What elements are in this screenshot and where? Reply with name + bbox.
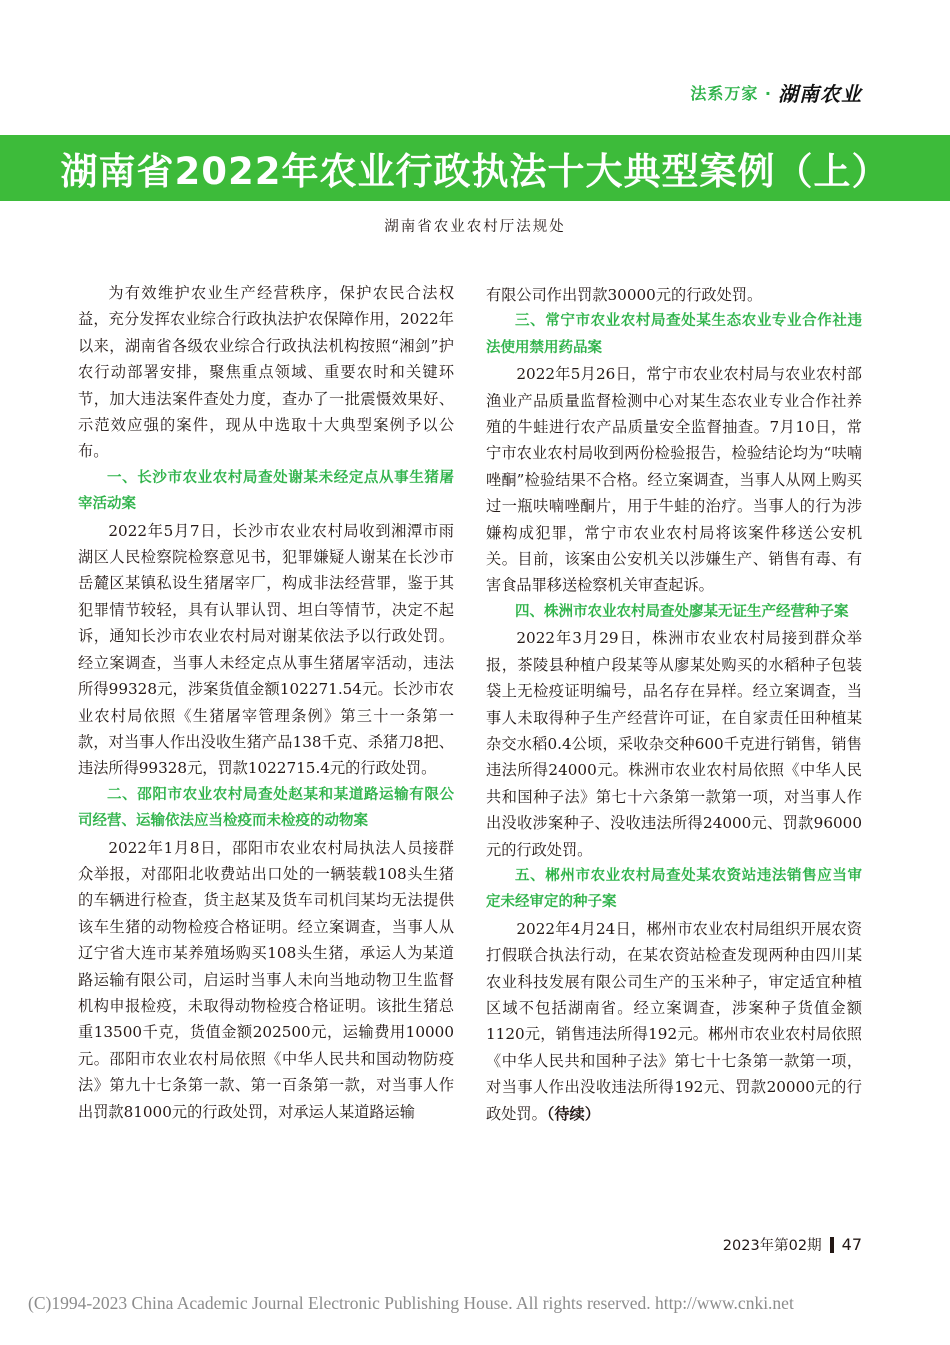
case-2-heading: 二、邵阳市农业农村局查处赵某和某道路运输有限公司经营、运输依法应当检疫而未检疫的动物案 [78,786,454,830]
title-banner [0,135,950,201]
magazine-logo: 湖南农业 [778,82,862,106]
case-5-heading: 五、郴州市农业农村局查处某农资站违法销售应当审定未经审定的种子案 [486,867,862,911]
to-be-continued: （待续） [546,1104,600,1123]
page-number: 47 [841,1235,862,1254]
running-header [690,78,862,107]
case-3-heading: 三、常宁市农业农村局查处某生态农业专业合作社违法使用禁用药品案 [486,313,862,356]
case-5-body: 2022年4月24日，郴州市农业农村局组织开展农资打假联合执法行动，在某农资站检查发现两种由四川某农业科技发展有限公司生产的玉米种子，审定适宜种植区域不包括湖南省。经立案调查，涉案种子货值金额1120元，销售违法所得192元。郴州市农业农村局依照《中华人民共和国种子法》第七十七条第一款第一项，对当事人作出没收违法所得192元、罚款20000元的行政处罚。 [486,919,862,1123]
left-column [78,280,454,1125]
copyright-watermark: (C)1994-2023 China Academic Journal Electronic Publishing House. All rights reserved. http://www.cnki.net [28,1293,794,1313]
issue-label: 2023年第02期 [722,1238,822,1254]
right-column [486,282,862,1127]
page-footer [723,1234,862,1255]
article-title: 湖南省2022年农业行政执法十大典型案例（上） [60,150,890,193]
intro-paragraph: 为有效维护农业生产经营秩序，保护农民合法权益，充分发挥农业综合行政执法护农保障作用，2022年以来，湖南省各级农业综合行政执法机构按照“湘剑”护农行动部署安排，聚焦重点领域、重要农时和关键环节，加大违法案件查处力度，查办了一批震慑效果好、示范效应强的案件，现从中选取十大典型案例予以公布。 [78,284,454,461]
case-5-paragraph [486,916,862,1127]
footer-divider [830,1237,834,1253]
case-3-body: 2022年5月26日，常宁市农业农村局与农业农村部渔业产品质量监督检测中心对某生态农业专业合作社养殖的牛蛙进行农产品质量安全监督抽查。7月10日，常宁市农业农村局收到两份检验报告，检验结论均为“呋喃唑酮”检验结果不合格。经立案调查，当事人从网上购买过一瓶呋喃唑酮片，用于牛蛙的治疗。当事人的行为涉嫌构成犯罪，常宁市农业农村局将该案件移送公安机关。目前，该案由公安机关以涉嫌生产、销售有毒、有害食品罪移送检察机关审查起诉。 [486,365,862,595]
case-1-heading: 一、长沙市农业农村局查处谢某未经定点从事生猪屠宰活动案 [78,469,454,513]
byline: 湖南省农业农村厅法规处 [384,219,566,235]
case-4-body: 2022年3月29日，株洲市农业农村局接到群众举报，茶陵县种植户段某等从廖某处购买的水稻种子包装袋上无检疫证明编号，品名存在异样。经立案调查，当事人未取得种子生产经营许可证，在自家责任田种植某杂交水稻0.4公顷，采收杂交种600千克进行销售，销售违法所得24000元。株洲市农业农村局依照《中华人民共和国种子法》第七十六条第一款第一项，对当事人作出没收涉案种子、没收违法所得24000元、罚款96000元的行政处罚。 [486,629,862,859]
section-tag: 法系万家 · [690,84,772,103]
case-4-heading: 四、株洲市农业农村局查处廖某无证生产经营种子案 [515,603,849,620]
case-2-body: 2022年1月8日，邵阳市农业农村局执法人员接群众举报，对邵阳北收费站出口处的一辆装载108头生猪的车辆进行检查，货主赵某及货车司机闫某均无法提供该车生猪的动物检疫合格证明。经立案调查，当事人从辽宁省大连市某养殖场购买108头生猪，承运人为某道路运输有限公司，启运时当事人未向当地动物卫生监督机构申报检疫，未取得动物检疫合格证明。该批生猪总重13500千克，货值金额202500元，运输费用10000元。邵阳市农业农村局依照《中华人民共和国动物防疫法》第九十七条第一款、第一百条第一款，对当事人作出罚款81000元的行政处罚，对承运人某道路运输 [78,838,454,1121]
case-2-body-continued: 有限公司作出罚款30000元的行政处罚。 [486,286,763,304]
case-1-body: 2022年5月7日，长沙市农业农村局收到湘潭市雨湖区人民检察院检察意见书，犯罪嫌疑人谢某在长沙市岳麓区某镇私设生猪屠宰厂，构成非法经营罪，鉴于其犯罪情节较轻，具有认罪认罚、坦白等情节，决定不起诉，通知长沙市农业农村局对谢某依法予以行政处罚。经立案调查，当事人未经定点从事生猪屠宰活动，违法所得99328元，涉案货值金额102271.54元。长沙市农业农村局依照《生猪屠宰管理条例》第三十一条第一款，对当事人作出没收生猪产品138千克、杀猪刀8把、违法所得99328元，罚款1022715.4元的行政处罚。 [78,521,454,778]
